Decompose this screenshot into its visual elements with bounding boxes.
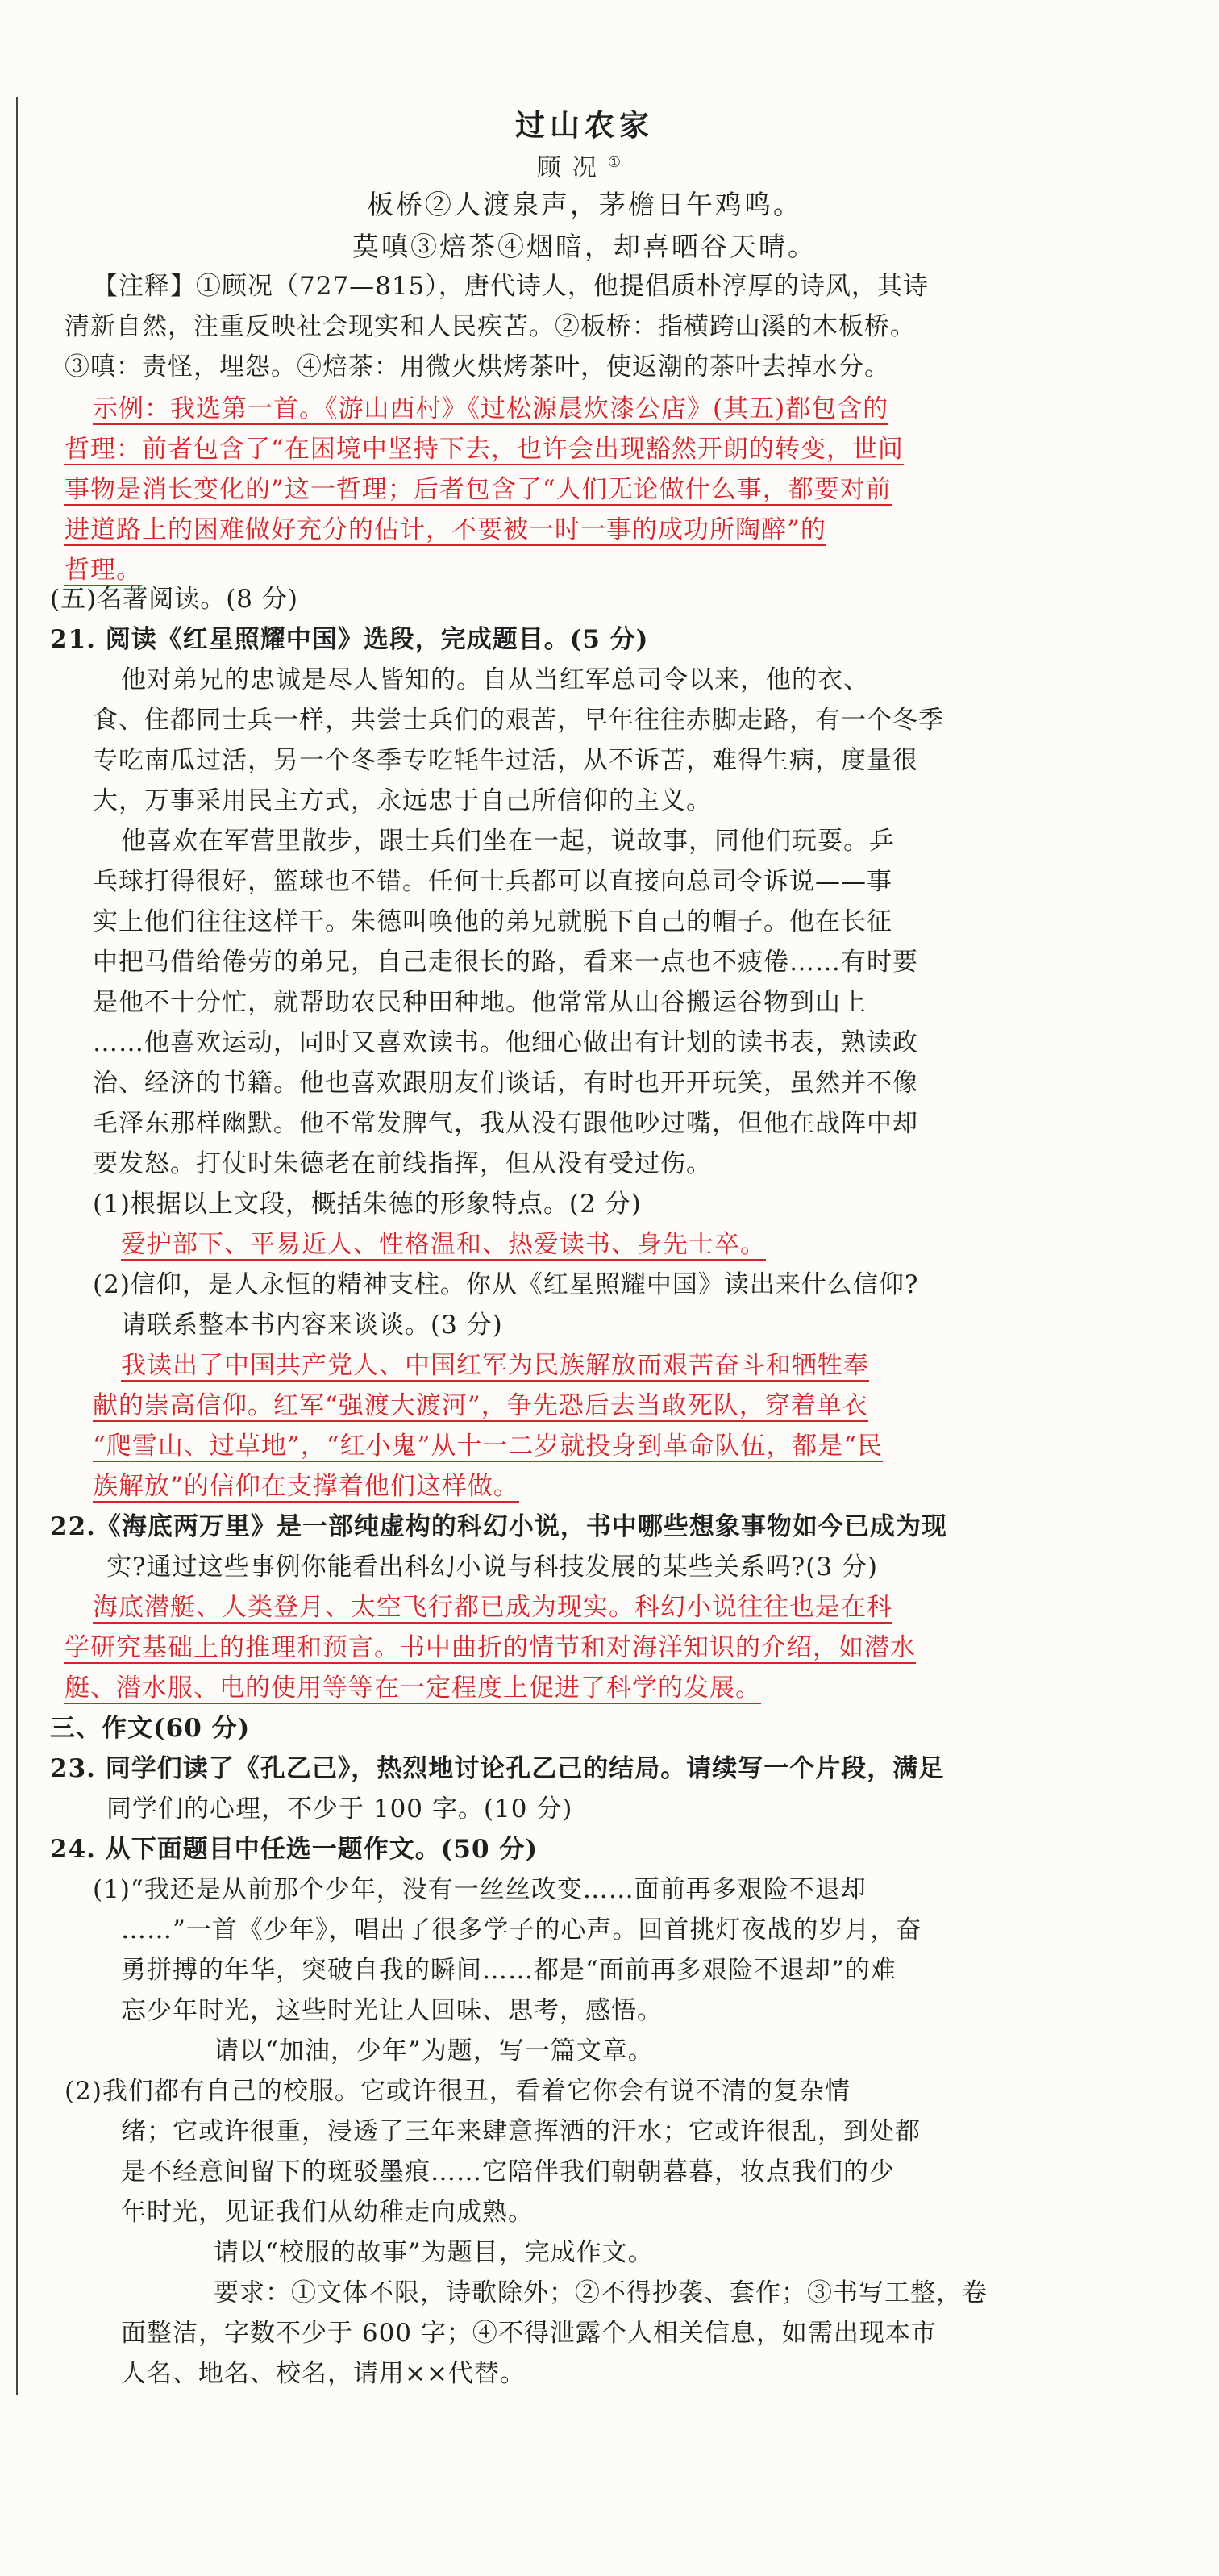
poem-title: 过山农家 <box>515 107 654 143</box>
option-line: (1)“我还是从前那个少年，没有一丝丝改变……面前再多艰险不退却 <box>93 1875 867 1904</box>
q21-sub2 <box>64 1265 1105 1345</box>
question-22-stem: 实?通过这些事例你能看出科幻小说与科技发展的某些关系吗?(3 分) <box>106 1553 879 1582</box>
poem-line-2: 莫嗔③焙茶④烟暗，却喜晒谷天晴。 <box>352 231 817 262</box>
sub-question-2: 请联系整本书内容来谈谈。(3 分) <box>121 1311 503 1340</box>
note-line: ③嗔：责怪，埋怨。④焙茶：用微火烘烤茶叶，使返潮的茶叶去掉水分。 <box>64 352 890 381</box>
answer-line: 我读出了中国共产党人、中国红军为民族解放而艰苦奋斗和牺牲奉 <box>121 1351 869 1380</box>
question-22-stem: 22.《海底两万里》是一部纯虚构的科幻小说，书中哪些想象事物如今已成为现 <box>50 1512 947 1541</box>
passage-line: 实上他们往往这样干。朱德叫唤他的弟兄就脱下自己的帽子。他在长征 <box>93 907 892 936</box>
answer-line: 族解放”的信仰在支撑着他们这样做。 <box>93 1472 519 1501</box>
option-line: 是不经意间留下的斑驳墨痕……它陪伴我们朝朝暮暮，妆点我们的少 <box>121 2157 895 2186</box>
poem-notes <box>64 266 1105 387</box>
answer-line: “爬雪山、过草地”，“红小鬼”从十一二岁就投身到革命队伍，都是“民 <box>93 1432 884 1461</box>
option-line: 勇拼搏的年华，突破自我的瞬间……都是“面前再多艰险不退却”的难 <box>121 1956 897 1985</box>
answer-line: 事物是消长变化的”这一哲理；后者包含了“人们无论做什么事，都要对前 <box>64 475 892 504</box>
section-five-heading: (五)名著阅读。(8 分) <box>50 585 298 614</box>
option-line: (2)我们都有自己的校服。它或许很丑，看着它你会有说不清的复杂情 <box>64 2077 851 2106</box>
answer-line: 爱护部下、平易近人、性格温和、热爱读书、身先士卒。 <box>121 1230 766 1259</box>
section-three-heading: 三、作文(60 分) <box>50 1714 251 1743</box>
option-task: 请以“加油，少年”为题，写一篇文章。 <box>214 2036 654 2065</box>
note-line: 清新自然，注重反映社会现实和人民疾苦。②板桥：指横跨山溪的木板桥。 <box>64 312 916 341</box>
question-22 <box>50 1507 1090 1587</box>
note-line: 【注释】①顾况（727—815），唐代诗人，他提倡质朴淳厚的诗风，其诗 <box>93 272 929 301</box>
passage-line: 中把马借给倦劳的弟兄，自己走很长的路，看来一点也不疲倦……有时要 <box>93 948 918 977</box>
requirements-line: 面整洁，字数不少于 600 字；④不得泄露个人相关信息，如需出现本市 <box>121 2319 937 2348</box>
answer-line: 哲理。 <box>64 556 142 585</box>
passage-line: 他喜欢在军营里散步，跟士兵们坐在一起，说故事，同他们玩耍。乒 <box>121 827 895 856</box>
question-23 <box>50 1749 1090 1829</box>
q21-sub1 <box>64 1184 1105 1265</box>
q21-passage <box>64 660 1105 1184</box>
passage-line: 毛泽东那样幽默。他不常发脾气，我从没有跟他吵过嘴，但他在战阵中却 <box>93 1109 918 1138</box>
sub-question-2: (2)信仰，是人永恒的精神支柱。你从《红星照耀中国》读出来什么信仰? <box>93 1270 919 1299</box>
answer-line: 海底潜艇、人类登月、太空飞行都已成为现实。科幻小说往往也是在科 <box>93 1593 892 1622</box>
q24-option-1 <box>64 1869 1105 2071</box>
question-21-stem: 21. 阅读《红星照耀中国》选段，完成题目。(5 分) <box>50 625 649 654</box>
requirements-line: 人名、地名、校名，请用××代替。 <box>121 2359 526 2388</box>
option-line: 忘少年时光，这些时光让人回味、思考，感悟。 <box>121 1996 663 2025</box>
q24-option-2 <box>64 2071 1105 2394</box>
passage-line: ……他喜欢运动，同时又喜欢读书。他细心做出有计划的读书表，熟读政 <box>93 1028 918 1057</box>
passage-line: 乓球打得很好，篮球也不错。任何士兵都可以直接向总司令诉说——事 <box>93 867 892 896</box>
passage-line: 是他不十分忙，就帮助农民种田种地。他常常从山谷搬运谷物到山上 <box>93 988 867 1017</box>
question-24-stem: 24. 从下面题目中任选一题作文。(50 分) <box>50 1835 538 1864</box>
question-23-stem: 23. 同学们读了《孔乙己》，热烈地讨论孔乙己的结局。请续写一个片段，满足 <box>50 1754 945 1783</box>
poem-line-1: 板桥②人渡泉声，茅檐日午鸡鸣。 <box>367 189 802 220</box>
passage-line: 治、经济的书籍。他也喜欢跟朋友们谈话，有时也开开玩笑，虽然并不像 <box>93 1069 918 1098</box>
option-line: 年时光，见证我们从幼稚走向成熟。 <box>121 2198 534 2227</box>
poem-author: 顾况① <box>536 154 633 182</box>
passage-line: 他对弟兄的忠诚是尽人皆知的。自从当红军总司令以来，他的衣、 <box>121 665 869 694</box>
passage-line: 要发怒。打仗时朱德老在前线指挥，但从没有受过伤。 <box>93 1149 712 1178</box>
sub-question-1: (1)根据以上文段，概括朱德的形象特点。(2 分) <box>93 1190 642 1219</box>
option-line: ……”一首《少年》，唱出了很多学子的心声。回首挑灯夜战的岁月，奋 <box>121 1915 922 1945</box>
q22-answer <box>64 1587 1105 1708</box>
q21-sub2-answer <box>64 1345 1105 1507</box>
question-23-stem: 同学们的心理，不少于 100 字。(10 分) <box>106 1794 573 1824</box>
option-line: 绪；它或许很重，浸透了三年来肆意挥洒的汗水；它或许很乱，到处都 <box>121 2117 921 2146</box>
option-task: 请以“校服的故事”为题目，完成作文。 <box>214 2238 654 2267</box>
poem-answer <box>64 389 1105 590</box>
passage-line: 大，万事采用民主方式，永远忠于自己所信仰的主义。 <box>93 786 712 815</box>
passage-line: 食、住都同士兵一样，共尝士兵们的艰苦，早年往往赤脚走路，有一个冬季 <box>93 706 944 735</box>
answer-line: 哲理：前者包含了“在困境中坚持下去，也许会出现豁然开朗的转变，世间 <box>64 435 904 464</box>
margin-rule <box>16 97 18 2395</box>
passage-line: 专吃南瓜过活，另一个冬季专吃牦牛过活，从不诉苦，难得生病，度量很 <box>93 746 918 775</box>
answer-line: 进道路上的困难做好充分的估计，不要被一时一事的成功所陶醉”的 <box>64 515 826 544</box>
answer-line: 学研究基础上的推理和预言。书中曲折的情节和对海洋知识的介绍，如潜水 <box>64 1633 916 1662</box>
requirements-line: 要求：①文体不限，诗歌除外；②不得抄袭、套作；③书写工整，卷 <box>214 2278 988 2307</box>
answer-line: 示例：我选第一首。《游山西村》《过松源晨炊漆公店》(其五)都包含的 <box>93 394 889 423</box>
answer-line: 艇、潜水服、电的使用等等在一定程度上促进了科学的发展。 <box>64 1674 761 1703</box>
answer-line: 献的崇高信仰。红军“强渡大渡河”，争先恐后去当敢死队，穿着单衣 <box>93 1391 868 1420</box>
